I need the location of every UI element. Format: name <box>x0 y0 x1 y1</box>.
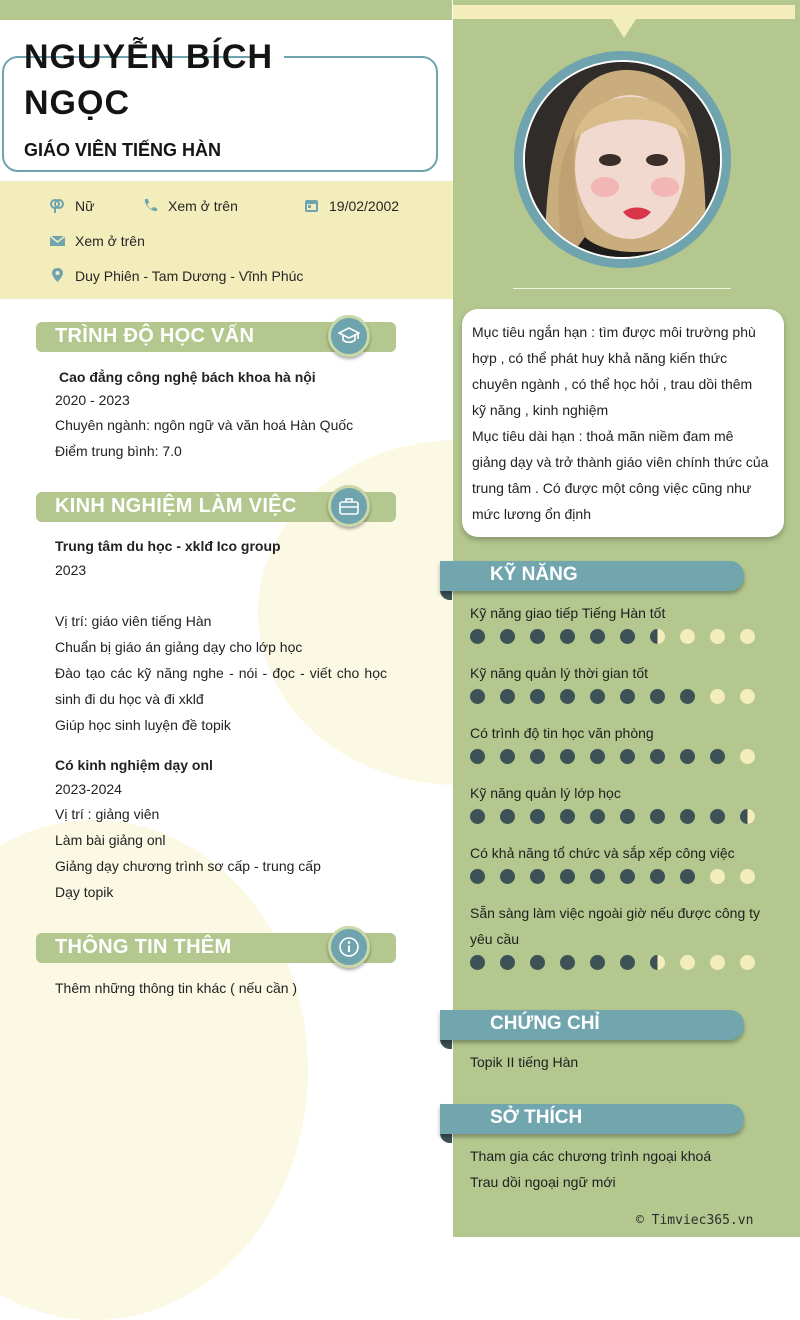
skill-dot <box>590 955 605 970</box>
skill-dot <box>620 869 635 884</box>
hobbies-title: SỞ THÍCH <box>490 1107 583 1128</box>
job-1-period: 2023 <box>55 562 87 578</box>
objective-line: mức lương ổn định <box>472 506 591 522</box>
calendar-icon <box>303 197 320 214</box>
contact-birthday <box>303 197 399 214</box>
gender-value: Nữ <box>75 197 95 214</box>
skill-dot <box>680 809 695 824</box>
skill-dot <box>470 955 485 970</box>
objective-line: hợp , có thể phát huy khả năng kiến thức <box>472 350 728 366</box>
extra-title: THÔNG TIN THÊM <box>55 936 232 958</box>
skill-dot <box>620 955 635 970</box>
skill-dot <box>530 955 545 970</box>
skill-rating <box>470 749 755 764</box>
skill-dot <box>650 955 665 970</box>
objective-line: chuyên ngành , có thể học hỏi , trau dồi thêm <box>472 376 753 392</box>
hobby-item: Trau dồi ngoại ngữ mới <box>470 1174 616 1190</box>
skill-dot <box>560 869 575 884</box>
skills-title: KỸ NĂNG <box>490 564 578 585</box>
notch-decoration <box>612 19 636 38</box>
skill-dot <box>740 629 755 644</box>
info-icon <box>328 926 370 968</box>
skill-label: Kỹ năng giao tiếp Tiếng Hàn tốt <box>470 605 666 621</box>
career-objective <box>462 309 784 537</box>
skills-header-bar <box>440 561 744 591</box>
objective-line: Mục tiêu ngắn hạn : tìm được môi trường phù <box>472 324 756 340</box>
skill-label: Có trình độ tin học văn phòng <box>470 725 654 741</box>
skill-label: Có khả năng tổ chức và sắp xếp công việc <box>470 845 735 861</box>
objective-line: Mục tiêu dài hạn : thoả mãn niềm đam mê <box>472 428 734 444</box>
skill-rating <box>470 869 755 884</box>
skill-label: Kỹ năng quản lý lớp học <box>470 785 621 801</box>
skill-dot <box>680 955 695 970</box>
skill-dot <box>740 809 755 824</box>
address-value: Duy Phiên - Tam Dương - Vĩnh Phúc <box>75 267 304 284</box>
skill-dot <box>680 689 695 704</box>
skill-dot <box>680 749 695 764</box>
mail-icon <box>49 232 66 249</box>
job-title: GIÁO VIÊN TIẾNG HÀN <box>24 140 222 160</box>
skill-dot <box>560 749 575 764</box>
skill-rating <box>470 809 755 824</box>
skill-dot <box>740 749 755 764</box>
job-1-line: Đào tạo các kỹ năng nghe - nói - đọc - viết cho học <box>55 665 387 681</box>
job-1-line: Vị trí: giáo viên tiếng Hàn <box>55 613 212 629</box>
objective-line: kỹ năng , kinh nghiệm <box>472 402 609 418</box>
education-period: 2020 - 2023 <box>55 392 130 408</box>
skill-dot <box>710 629 725 644</box>
objective-line: giảng dạy và trở thành giáo viên chính thức của <box>472 454 769 470</box>
skill-dot <box>710 869 725 884</box>
skill-dot <box>740 869 755 884</box>
skill-dot <box>620 689 635 704</box>
skill-dot <box>470 869 485 884</box>
skill-dot <box>560 689 575 704</box>
top-accent-bar <box>0 0 452 20</box>
skill-dot <box>710 749 725 764</box>
divider <box>513 288 731 289</box>
job-1-company: Trung tâm du học - xklđ Ico group <box>55 538 281 554</box>
top-accent-bar-right <box>453 5 795 19</box>
skill-dot <box>530 809 545 824</box>
skill-dot <box>500 809 515 824</box>
skill-label: Kỹ năng quản lý thời gian tốt <box>470 665 649 681</box>
graduation-cap-icon <box>328 315 370 357</box>
job-2-line: Giảng dạy chương trình sơ cấp - trung cấp <box>55 858 321 874</box>
skill-dot <box>590 809 605 824</box>
skill-dot <box>470 689 485 704</box>
birthday-value: 19/02/2002 <box>329 197 400 214</box>
skill-dot <box>650 689 665 704</box>
skill-dot <box>590 749 605 764</box>
skill-dot <box>740 955 755 970</box>
skill-dot <box>500 869 515 884</box>
skill-dot <box>500 749 515 764</box>
skill-dot <box>530 629 545 644</box>
skill-dot <box>500 629 515 644</box>
skill-rating <box>470 689 755 704</box>
contact-phone <box>142 197 238 214</box>
skill-dot <box>530 749 545 764</box>
skill-dot <box>650 869 665 884</box>
job-2-line: Làm bài giảng onl <box>55 832 166 848</box>
job-2-line: Dạy topik <box>55 884 114 900</box>
extra-text: Thêm những thông tin khác ( nếu cần ) <box>55 980 298 996</box>
phone-icon <box>142 197 159 214</box>
skill-dot <box>590 869 605 884</box>
hobbies-header-bar <box>440 1104 744 1134</box>
contact-gender <box>49 197 94 214</box>
skill-rating <box>470 955 755 970</box>
education-major: Chuyên ngành: ngôn ngữ và văn hoá Hàn Quốc <box>55 417 354 433</box>
job-1-line: Chuẩn bị giáo án giảng dạy cho lớp học <box>55 639 303 655</box>
phone-value: Xem ở trên <box>168 197 238 214</box>
skill-dot <box>500 955 515 970</box>
email-value: Xem ở trên <box>75 232 145 249</box>
skill-dot <box>560 629 575 644</box>
skill-dot <box>590 689 605 704</box>
job-2-line: Vị trí : giảng viên <box>55 806 160 822</box>
skill-dot <box>620 809 635 824</box>
skill-dot <box>650 629 665 644</box>
experience-title: KINH NGHIỆM LÀM VIỆC <box>55 495 297 517</box>
footer-credit: © Timviec365.vn <box>636 1213 754 1228</box>
skill-dot <box>590 629 605 644</box>
skill-dot <box>470 629 485 644</box>
skill-dot <box>710 955 725 970</box>
skill-dot <box>740 689 755 704</box>
skill-dot <box>530 869 545 884</box>
skill-label: Sẵn sàng làm việc ngoài giờ nếu được công ty yêu cầu <box>470 905 761 947</box>
contact-address <box>49 267 303 284</box>
skill-dot <box>530 689 545 704</box>
skill-dot <box>560 955 575 970</box>
skill-rating <box>470 629 755 644</box>
certificate-item: Topik II tiếng Hàn <box>470 1054 579 1070</box>
skill-dot <box>710 809 725 824</box>
job-1-line: Giúp học sinh luyện đề topik <box>55 717 231 733</box>
job-2-company: Có kinh nghiệm dạy onl <box>55 757 213 773</box>
skill-dot <box>680 629 695 644</box>
briefcase-icon <box>328 485 370 527</box>
objective-line: trung tâm . Có được một công việc cũng như <box>472 480 752 496</box>
job-1-line: sinh đi du học và đi xklđ <box>55 691 204 707</box>
education-title: TRÌNH ĐỘ HỌC VẤN <box>55 325 255 347</box>
skill-dot <box>470 749 485 764</box>
contact-email <box>49 232 145 249</box>
skill-dot <box>470 809 485 824</box>
skill-dot <box>620 629 635 644</box>
skill-dot <box>620 749 635 764</box>
job-2-period: 2023-2024 <box>55 781 122 797</box>
education-gpa: Điểm trung bình: 7.0 <box>55 443 182 459</box>
skill-dot <box>710 689 725 704</box>
gender-icon <box>49 197 66 214</box>
skill-dot <box>680 869 695 884</box>
avatar <box>523 60 722 259</box>
skill-dot <box>650 749 665 764</box>
certificates-title: CHỨNG CHỈ <box>490 1013 600 1034</box>
hobby-item: Tham gia các chương trình ngoại khoá <box>470 1148 712 1164</box>
skill-dot <box>650 809 665 824</box>
skill-dot <box>500 689 515 704</box>
education-school: Cao đẳng công nghệ bách khoa hà nội <box>59 369 316 385</box>
location-icon <box>49 267 66 284</box>
skill-dot <box>560 809 575 824</box>
background-blob <box>0 820 308 1320</box>
candidate-name: NGUYỄN BÍCH NGỌC <box>24 38 274 122</box>
